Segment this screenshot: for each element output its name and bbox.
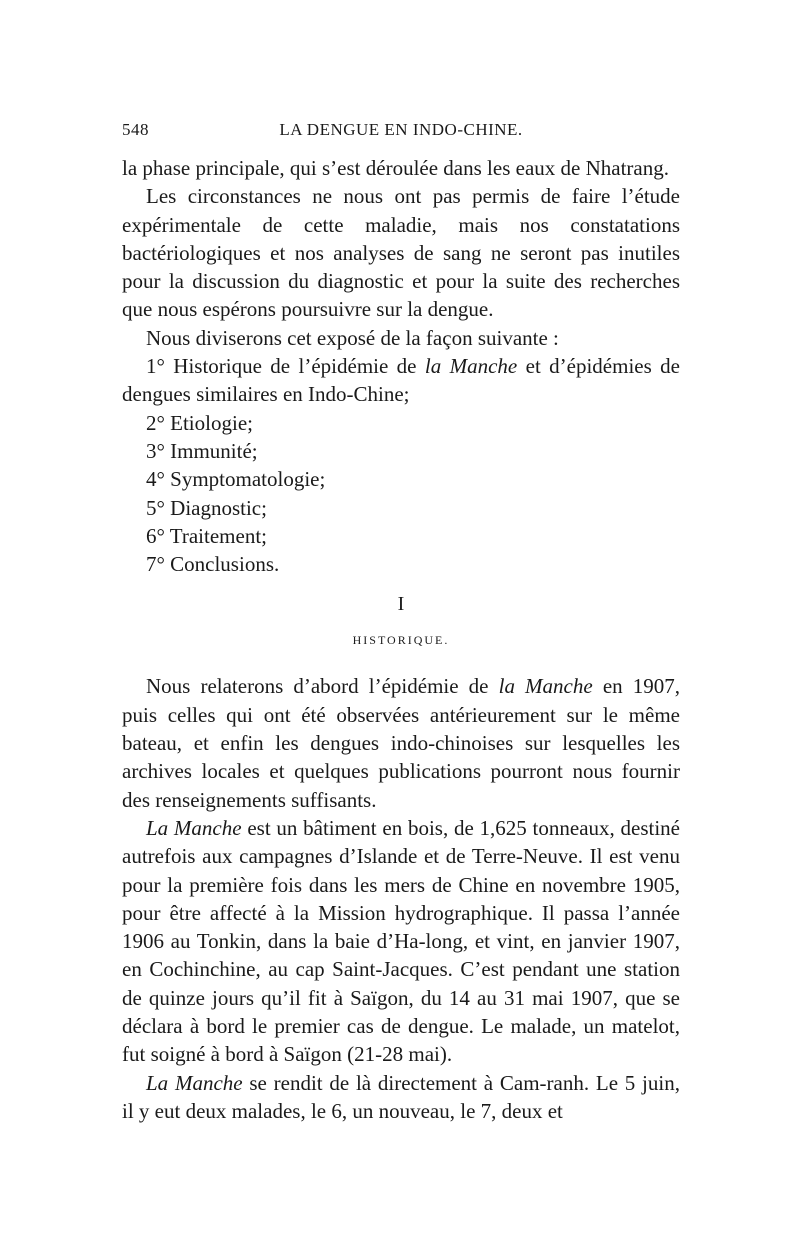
paragraph-plan-intro: Nous diviserons cet exposé de la façon suivante : bbox=[146, 325, 559, 350]
section-title: HISTORIQUE. bbox=[352, 633, 450, 648]
book-page bbox=[122, 120, 680, 1125]
page-number: 548 bbox=[122, 120, 149, 139]
paragraph-circonstances: Les circonstances ne nous ont pas permis de faire l’étude expérimentale de cette maladie, mais nos constatations bactériologiques et nos analyses de sang ne seront pas inutiles pour la discussion du diagnostic et pour la suite des recherches que nous espérons poursuivre sur la dengue. bbox=[122, 184, 680, 322]
paragraph-continuation: la phase principale, qui s’est déroulée dans les eaux de Nhatrang. bbox=[122, 156, 669, 180]
paragraph-cam-ranh: La Manche se rendit de là directement à Cam-ranh. Le 5 juin, il y eut deux malades, le 6, un nouveau, le 7, deux et bbox=[122, 1070, 680, 1123]
outline-list bbox=[122, 352, 680, 578]
list-item: 7° Conclusions. bbox=[146, 552, 280, 577]
body-text bbox=[122, 154, 680, 1125]
paragraph-historique-intro: Nous relaterons d’abord l’épidémie de la Manche en 1907, puis celles qui ont été observées antérieurement sur le même bateau, et enfin les dengues indo-chinoises sur lesquelles les archives locales et quelques publications pourront nous fournir des renseignements suffisants. bbox=[122, 674, 680, 812]
paragraph-ship-description: La Manche est un bâtiment en bois, de 1,625 tonneaux, destiné autrefois aux campagnes d’Islande et de Terre-Neuve. Il est venu pour la première fois dans les mers de Chine en novembre 1905, pour être affecté à la Mission hydrographique. Il passa l’année 1906 au Tonkin, dans la baie d’Ha-long, et vint, en janvier 1907, en Cochinchine, au cap Saint-Jacques. C’est pendant une station de quinze jours qu’il fit à Saïgon, du 14 au 31 mai 1907, que se déclara à bord le premier cas de dengue. Le malade, un matelot, fut soigné à bord à Saïgon (21-28 mai). bbox=[122, 815, 680, 1067]
section-numeral: I bbox=[397, 593, 405, 616]
list-item: 3° Immunité; bbox=[146, 438, 258, 463]
ship-name: La Manche bbox=[146, 1070, 243, 1095]
ship-name: la Manche bbox=[424, 354, 518, 379]
running-title: LA DENGUE EN INDO-CHINE. bbox=[279, 120, 523, 139]
list-item: 1° Historique de l’épidémie de la Manche et d’épidémies de dengues similaires en Indo-Chine; bbox=[122, 354, 680, 407]
ship-name: la Manche bbox=[498, 674, 593, 699]
page-header bbox=[122, 120, 680, 150]
list-item: 5° Diagnostic; bbox=[146, 495, 267, 520]
list-item: 4° Symptomatologie; bbox=[146, 467, 326, 492]
list-item: 6° Traitement; bbox=[146, 523, 267, 548]
list-item: 2° Etiologie; bbox=[146, 410, 253, 435]
ship-name: La Manche bbox=[146, 815, 242, 840]
